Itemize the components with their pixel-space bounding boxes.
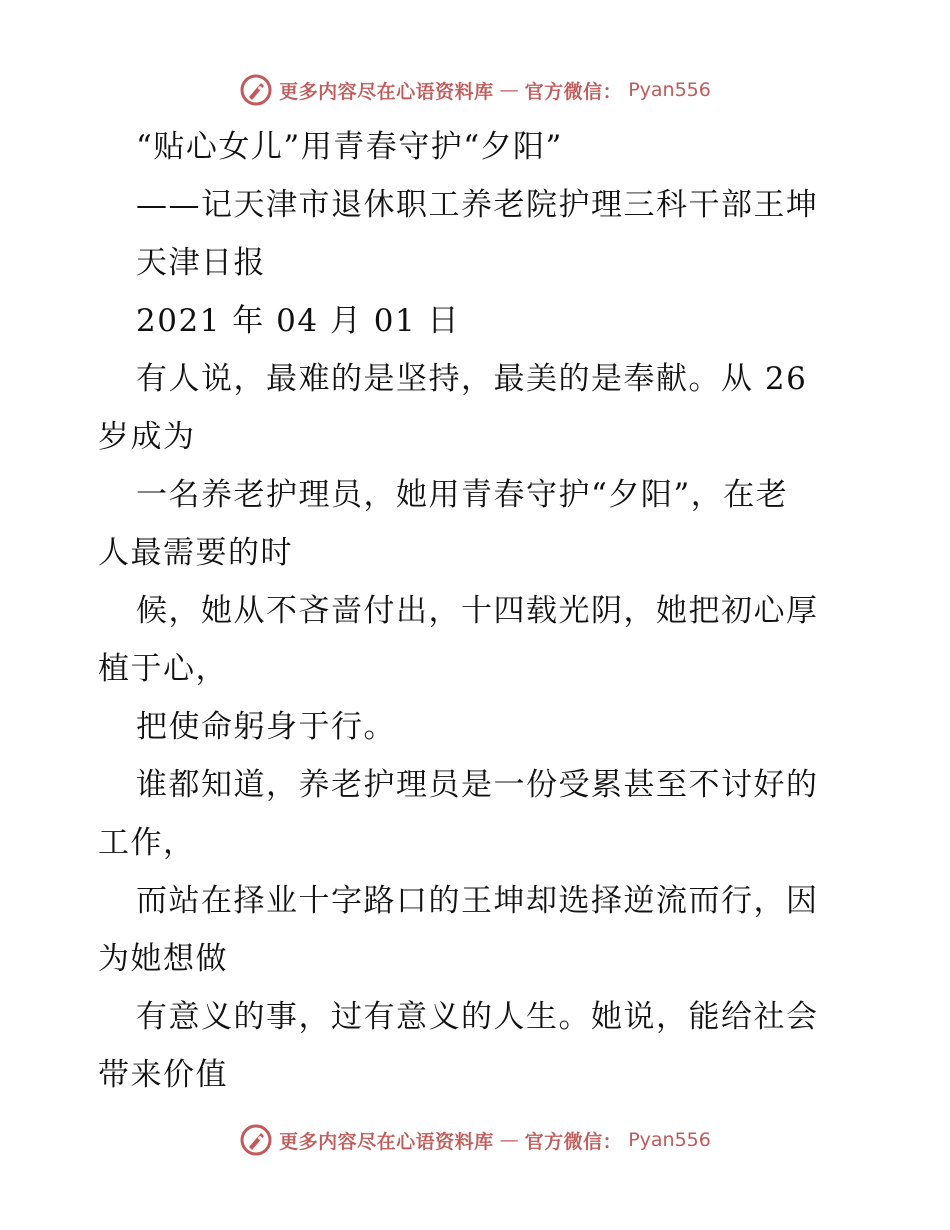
watermark-wechat-id: Pyan556 [628, 1129, 711, 1151]
article-source: 天津日报 [136, 245, 266, 281]
paragraph-line: 有人说，最难的是坚持，最美的是奉献。从 26 [136, 361, 808, 397]
watermark-site-text: 更多内容尽在心语资料库 [279, 1130, 494, 1153]
paragraph-line: 植于心， [98, 651, 228, 687]
paragraph-line: 候，她从不吝啬付出，十四载光阴，她把初心厚 [136, 593, 819, 629]
paragraph-line: 为她想做 [98, 941, 228, 977]
paragraph-line: 而站在择业十字路口的王坤却选择逆流而行，因 [136, 883, 819, 919]
watermark-wechat-label: 官方微信： [524, 80, 623, 103]
paragraph-line: 工作， [98, 825, 196, 861]
pen-nib-logo-icon [239, 1123, 273, 1157]
paragraph-line: 把使命躬身于行。 [136, 709, 396, 745]
article-subtitle: ——记天津市退休职工养老院护理三科干部王坤 [136, 187, 819, 223]
paragraph-line: 岁成为 [98, 419, 196, 455]
watermark-site-text: 更多内容尽在心语资料库 [279, 80, 494, 103]
paragraph-line: 谁都知道，养老护理员是一份受累甚至不讨好的 [136, 767, 819, 803]
header-watermark [0, 70, 950, 110]
watermark-wechat-id: Pyan556 [628, 79, 711, 101]
watermark-wechat-label: 官方微信： [524, 1130, 623, 1153]
paragraph-line: 带来价值 [98, 1057, 228, 1093]
watermark-separator: — [499, 1129, 519, 1151]
footer-watermark [0, 1120, 950, 1160]
paragraph-line: 有意义的事，过有意义的人生。她说，能给社会 [136, 999, 819, 1035]
article-body [98, 118, 858, 1104]
watermark-separator: — [499, 79, 519, 101]
pen-nib-logo-icon [239, 73, 273, 107]
paragraph-line: 一名养老护理员，她用青春守护“夕阳”，在老 [136, 477, 789, 513]
article-date: 2021 年 04 月 01 日 [136, 303, 461, 339]
paragraph-line: 人最需要的时 [98, 535, 293, 571]
article-title: “贴心女儿”用青春守护“夕阳” [136, 129, 563, 165]
